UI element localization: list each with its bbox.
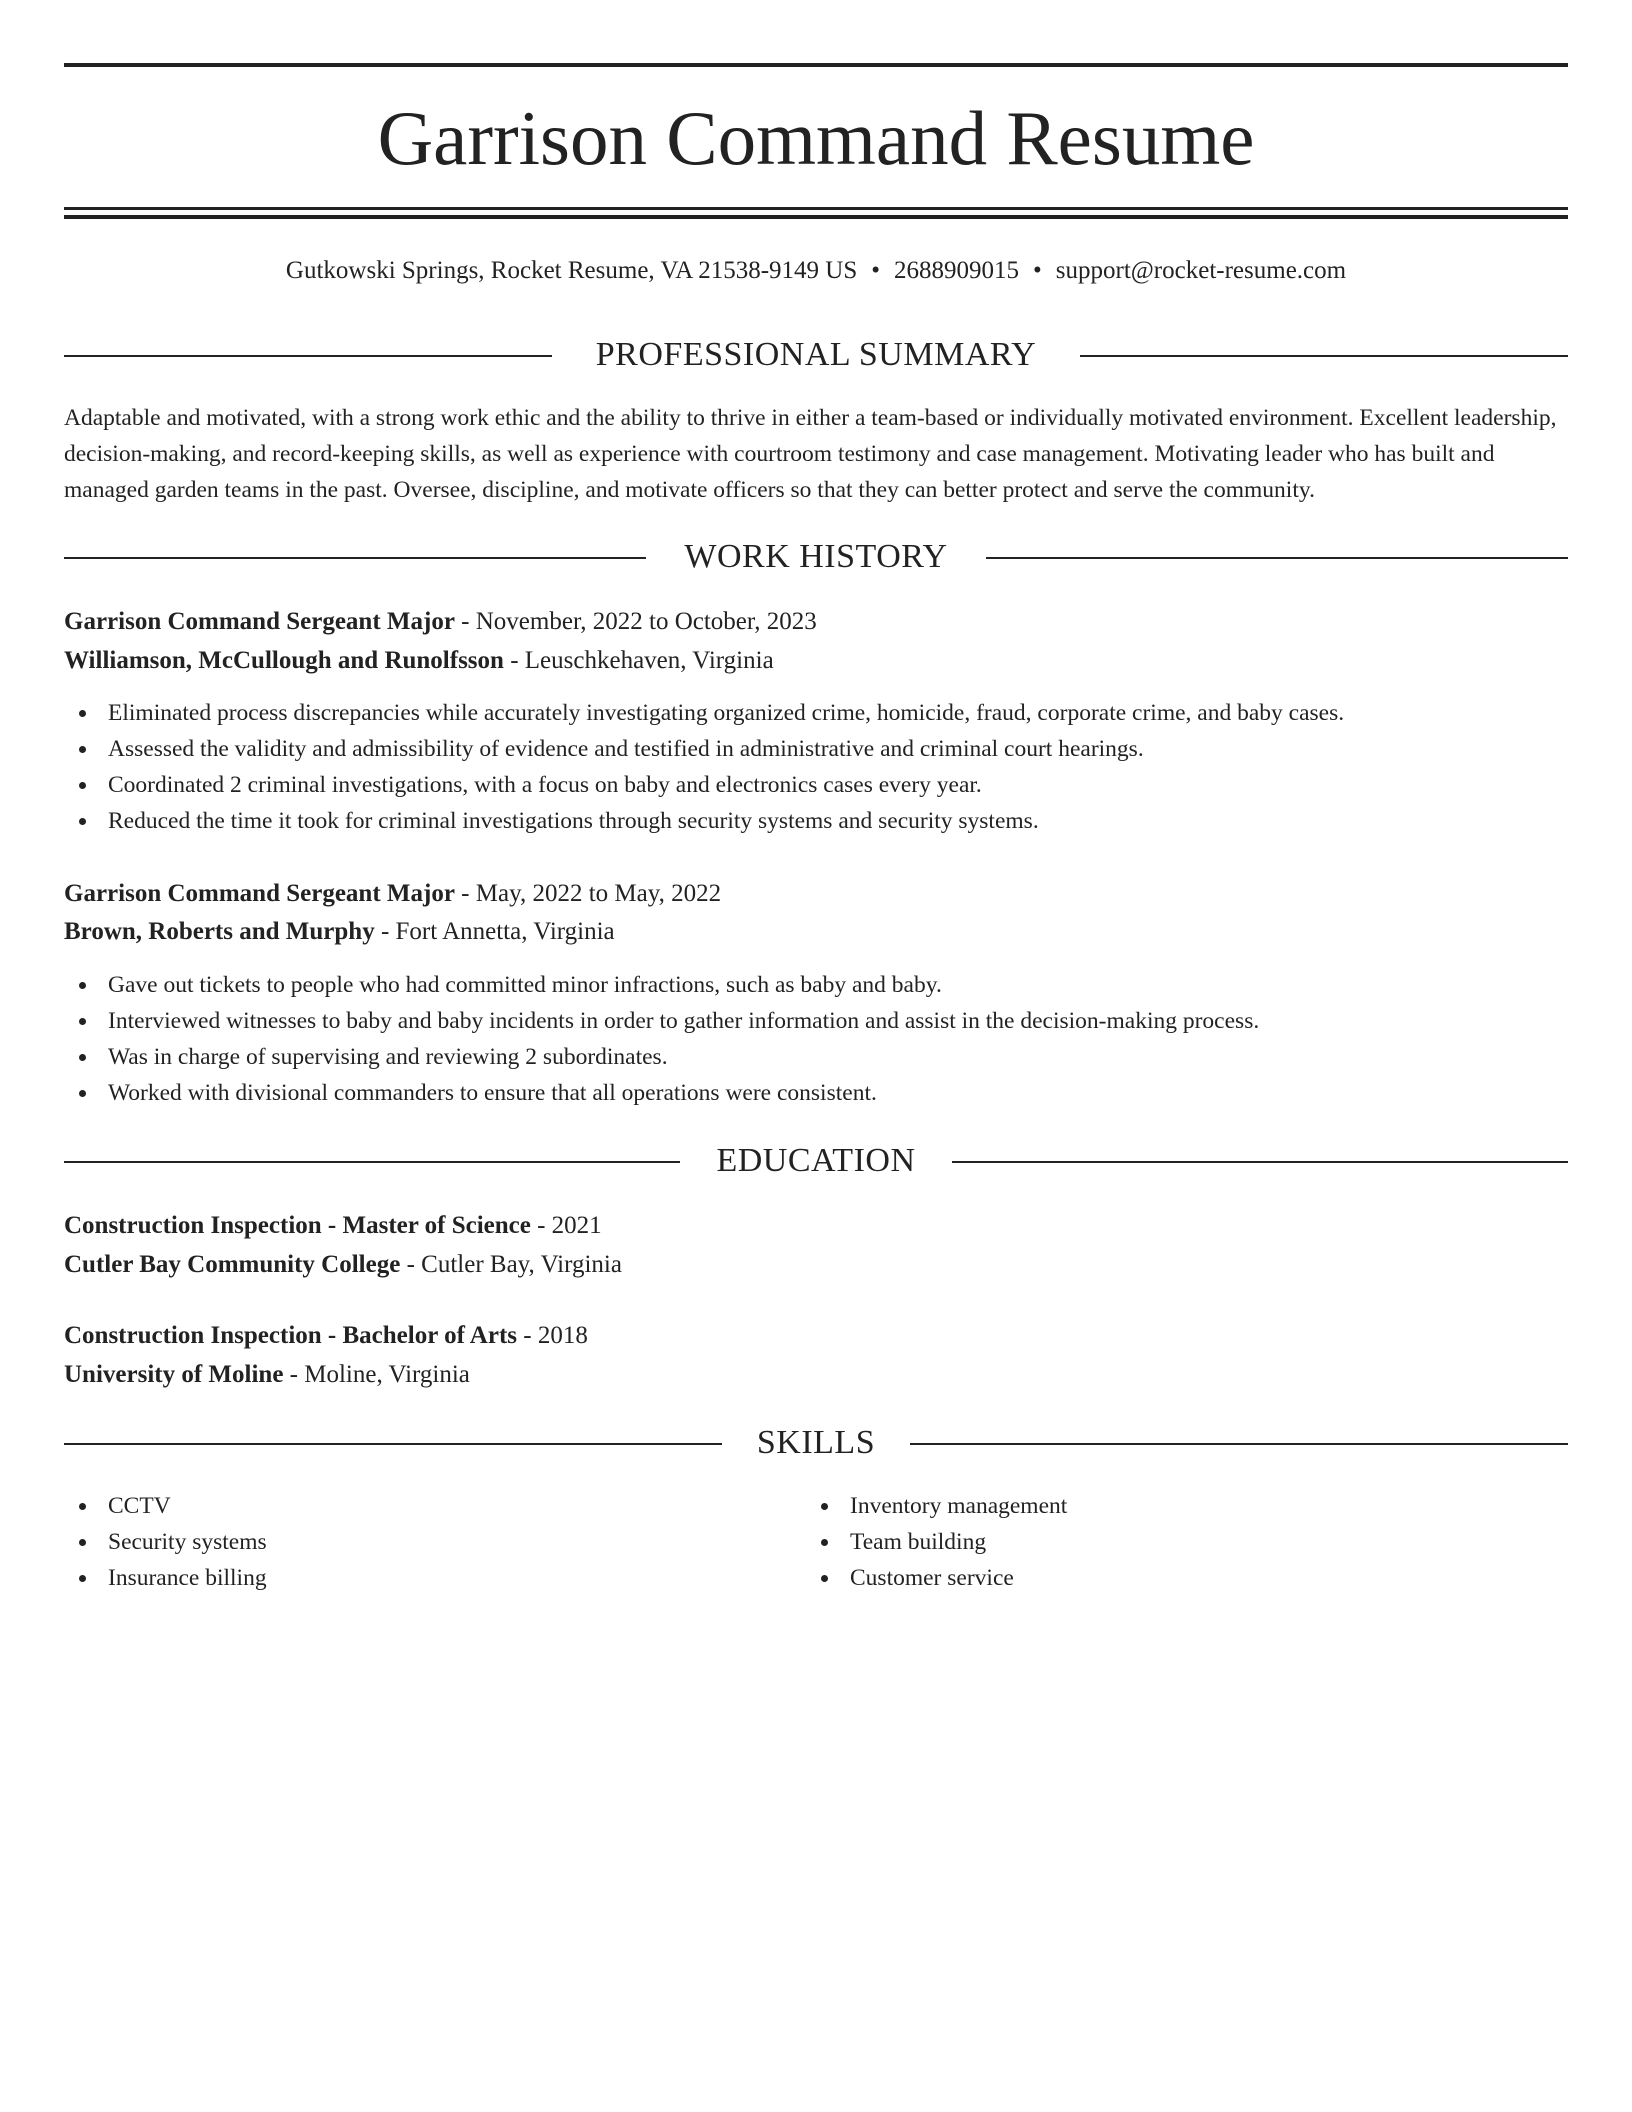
degree-year: - 2021 — [530, 1212, 602, 1239]
list-item — [64, 1003, 1568, 1039]
bullet-icon — [79, 1539, 86, 1546]
list-item-text: Interviewed witnesses to baby and baby incidents in order to gather information and assist in the decision-making process. — [108, 1008, 1260, 1034]
job-company: Brown, Roberts and Murphy — [64, 918, 375, 945]
skills-list-right — [806, 1488, 1506, 1596]
skill-text: CCTV — [108, 1493, 171, 1519]
skill-item — [64, 1488, 764, 1524]
bullet-icon — [79, 1018, 86, 1025]
degree-year: - 2018 — [517, 1322, 588, 1349]
section-heading-summary — [64, 335, 1568, 375]
job-dates: - May, 2022 to May, 2022 — [454, 880, 722, 907]
bullet-icon — [79, 1503, 86, 1510]
job-title-line — [64, 602, 1568, 641]
degree-name: Construction Inspection - Bachelor of Arts — [64, 1322, 518, 1349]
degree-line — [64, 1206, 1568, 1245]
skill-item — [806, 1488, 1506, 1524]
list-item-text: Coordinated 2 criminal investigations, with a focus on baby and electronics cases every year. — [108, 772, 982, 798]
list-item — [64, 731, 1568, 767]
job-bullet-list — [64, 967, 1568, 1111]
job-company: Williamson, McCullough and Runolfsson — [64, 647, 504, 674]
school-line — [64, 1245, 1568, 1284]
job-location: - Fort Annetta, Virginia — [374, 918, 615, 945]
skill-text: Security systems — [108, 1529, 267, 1555]
job-bullet-list — [64, 695, 1568, 839]
contact-phone: 2688909015 — [894, 257, 1020, 284]
contact-separator: • — [1033, 257, 1042, 284]
skill-text: Insurance billing — [108, 1565, 267, 1591]
list-item-text: Reduced the time it took for criminal investigations through security systems and security systems. — [108, 808, 1039, 834]
section-title: EDUCATION — [716, 1142, 916, 1179]
list-item — [64, 803, 1568, 839]
bullet-icon — [79, 1090, 86, 1097]
contact-address: Gutkowski Springs, Rocket Resume, VA 21538-9149 US — [285, 257, 858, 284]
skill-item — [806, 1524, 1506, 1560]
skills-list-left — [64, 1488, 764, 1596]
contact-separator: • — [871, 257, 881, 284]
bullet-icon — [79, 1054, 86, 1061]
bullet-icon — [821, 1575, 828, 1582]
school-name: Cutler Bay Community College — [64, 1251, 401, 1278]
header-bottom-rule — [64, 207, 1568, 210]
section-heading-education — [64, 1141, 1568, 1181]
school-location: - Moline, Virginia — [283, 1361, 470, 1388]
bullet-icon — [821, 1503, 828, 1510]
job-title-line — [64, 874, 1568, 913]
degree-line — [64, 1316, 1568, 1355]
header-top-rule — [64, 63, 1568, 67]
header-bottom-rule-thick — [64, 215, 1568, 219]
bullet-icon — [79, 746, 86, 753]
bullet-icon — [79, 710, 86, 717]
section-title: WORK HISTORY — [684, 538, 948, 575]
list-item — [64, 1075, 1568, 1111]
list-item — [64, 767, 1568, 803]
school-location: - Cutler Bay, Virginia — [400, 1251, 622, 1278]
list-item-text: Gave out tickets to people who had committed minor infractions, such as baby and baby. — [108, 972, 942, 998]
list-item — [64, 1039, 1568, 1075]
school-line — [64, 1355, 1568, 1394]
section-title: PROFESSIONAL SUMMARY — [595, 336, 1037, 373]
job-company-line — [64, 641, 1568, 680]
school-name: University of Moline — [64, 1361, 284, 1388]
degree-name: Construction Inspection - Master of Science — [64, 1212, 531, 1239]
list-item-text: Worked with divisional commanders to ensure that all operations were consistent. — [108, 1080, 877, 1106]
skill-text: Inventory management — [850, 1493, 1068, 1519]
bullet-icon — [79, 1575, 86, 1582]
resume-title: Garrison Command Resume — [377, 95, 1255, 181]
skill-item — [64, 1524, 764, 1560]
job-dates: - November, 2022 to October, 2023 — [454, 608, 817, 635]
section-heading-skills — [64, 1423, 1568, 1463]
bullet-icon — [79, 782, 86, 789]
bullet-icon — [79, 982, 86, 989]
contact-email: support@rocket-resume.com — [1055, 257, 1347, 284]
list-item — [64, 967, 1568, 1003]
skill-item — [64, 1560, 764, 1596]
list-item-text: Assessed the validity and admissibility of evidence and testified in administrative and criminal court hearings. — [108, 736, 1144, 762]
section-title: SKILLS — [756, 1424, 876, 1461]
section-heading-work-history — [64, 537, 1568, 577]
bullet-icon — [821, 1539, 828, 1546]
list-item — [64, 695, 1568, 731]
job-title: Garrison Command Sergeant Major — [64, 608, 455, 635]
list-item-text: Was in charge of supervising and reviewing 2 subordinates. — [108, 1044, 668, 1070]
summary-text: Adaptable and motivated, with a strong work ethic and the ability to thrive in either a team-based or individually motivated environment. Excellent leadership, decision-making, and record-keeping skills, as well as experience with courtroom testimony and case management. Motivating leader who has built and managed garden teams in the past. Oversee, discipline, and motivate officers so that they can better protect and serve the community. — [64, 405, 1557, 503]
list-item-text: Eliminated process discrepancies while accurately investigating organized crime, homicide, fraud, corporate crime, and baby cases. — [108, 700, 1345, 726]
contact-line — [64, 254, 1568, 288]
skill-text: Team building — [850, 1529, 987, 1555]
skill-text: Customer service — [850, 1565, 1014, 1591]
job-location: - Leuschkehaven, Virginia — [503, 647, 774, 674]
job-title: Garrison Command Sergeant Major — [64, 880, 455, 907]
skill-item — [806, 1560, 1506, 1596]
job-company-line — [64, 912, 1568, 951]
bullet-icon — [79, 818, 86, 825]
